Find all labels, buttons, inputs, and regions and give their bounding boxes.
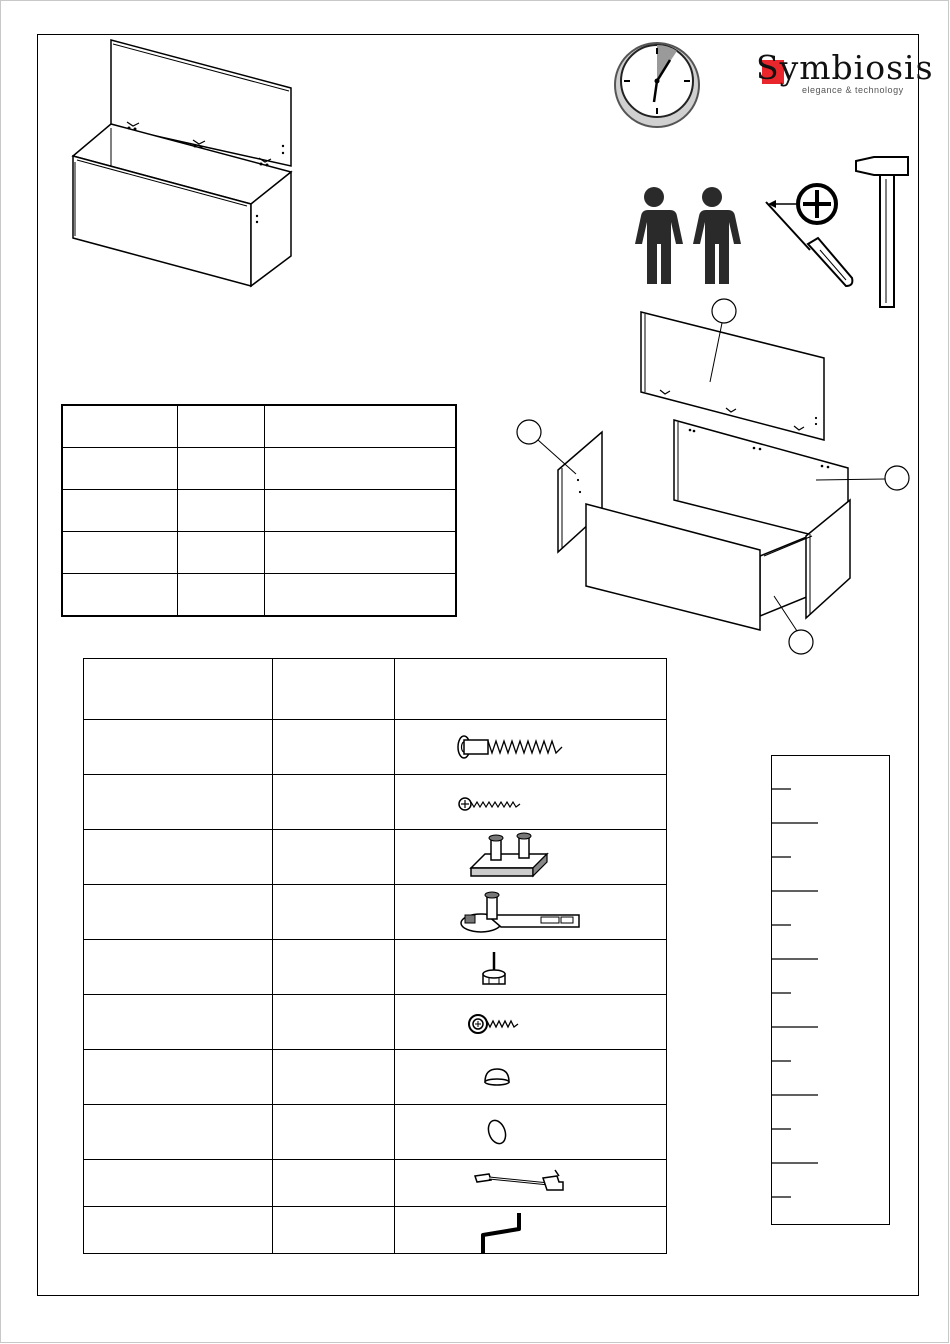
table-cell xyxy=(178,574,265,617)
table-row xyxy=(84,1050,667,1105)
table-cell xyxy=(395,995,667,1050)
hinge-plate-icon xyxy=(467,832,553,884)
ruler-ticks xyxy=(771,755,888,1223)
table-cell xyxy=(84,720,273,775)
table-cell xyxy=(395,1160,667,1207)
table-cell xyxy=(62,405,178,448)
table-cell xyxy=(178,448,265,490)
table-cell xyxy=(84,659,273,720)
table-cell xyxy=(84,1207,273,1254)
table-cell xyxy=(273,720,395,775)
table-cell xyxy=(273,830,395,885)
table-cell xyxy=(273,1105,395,1160)
washer-screw-icon xyxy=(467,1013,527,1035)
table-header-row xyxy=(84,659,667,720)
table-row xyxy=(84,1105,667,1160)
adjustable-foot-icon xyxy=(479,950,509,990)
table-cell xyxy=(273,995,395,1050)
table-cell xyxy=(62,532,178,574)
table-cell xyxy=(395,720,667,775)
table-cell xyxy=(273,1160,395,1207)
table-cell xyxy=(84,830,273,885)
cover-cap-icon xyxy=(483,1066,511,1088)
table-cell xyxy=(84,775,273,830)
table-cell xyxy=(265,532,457,574)
table-cell xyxy=(84,995,273,1050)
table-row xyxy=(84,940,667,995)
table-row xyxy=(84,1160,667,1207)
table-cell xyxy=(178,532,265,574)
table-row xyxy=(84,830,667,885)
table-row xyxy=(84,775,667,830)
phillips-screwdriver-icon xyxy=(762,182,858,292)
wood-screw-icon xyxy=(457,795,527,813)
table-row xyxy=(62,448,456,490)
table-cell xyxy=(395,1105,667,1160)
hinge-arm-icon xyxy=(457,887,585,939)
table-row xyxy=(84,885,667,940)
table-cell xyxy=(84,885,273,940)
table-cell xyxy=(273,940,395,995)
panels-table xyxy=(61,404,457,617)
table-cell xyxy=(395,830,667,885)
table-row xyxy=(62,532,456,574)
table-cell xyxy=(84,940,273,995)
table-cell xyxy=(84,1160,273,1207)
table-cell xyxy=(273,885,395,940)
clock-icon xyxy=(612,40,702,130)
dowel-screw-icon xyxy=(455,732,575,762)
table-row xyxy=(84,720,667,775)
table-cell xyxy=(265,574,457,617)
table-cell xyxy=(265,490,457,532)
table-cell xyxy=(395,885,667,940)
hammer-icon xyxy=(852,153,912,311)
table-row xyxy=(62,574,456,617)
table-row xyxy=(84,995,667,1050)
brand-logo xyxy=(752,48,934,98)
table-cell xyxy=(62,490,178,532)
table-cell xyxy=(395,1050,667,1105)
exploded-panels-drawing xyxy=(514,296,914,656)
table-cell xyxy=(273,1207,395,1254)
table-cell xyxy=(265,448,457,490)
brand-name: Symbiosis xyxy=(756,48,934,87)
table-cell xyxy=(395,659,667,720)
lid-stay-icon xyxy=(473,1168,567,1196)
table-cell xyxy=(395,775,667,830)
table-cell xyxy=(62,574,178,617)
table-cell xyxy=(273,1050,395,1105)
table-cell xyxy=(62,448,178,490)
table-cell xyxy=(395,1207,667,1254)
two-persons-icon xyxy=(626,186,742,284)
table-cell xyxy=(84,1105,273,1160)
allen-key-icon xyxy=(479,1211,529,1255)
table-row xyxy=(62,490,456,532)
hardware-table xyxy=(83,658,667,1254)
table-cell xyxy=(84,1050,273,1105)
table-row xyxy=(62,405,456,448)
round-cap-icon xyxy=(485,1117,509,1147)
assembled-chest-drawing xyxy=(65,36,305,292)
table-cell xyxy=(178,405,265,448)
table-cell xyxy=(273,775,395,830)
table-cell xyxy=(265,405,457,448)
brand-tagline: elegance & technology xyxy=(802,85,904,95)
table-row xyxy=(84,1207,667,1254)
table-cell xyxy=(178,490,265,532)
table-cell xyxy=(273,659,395,720)
table-cell xyxy=(395,940,667,995)
